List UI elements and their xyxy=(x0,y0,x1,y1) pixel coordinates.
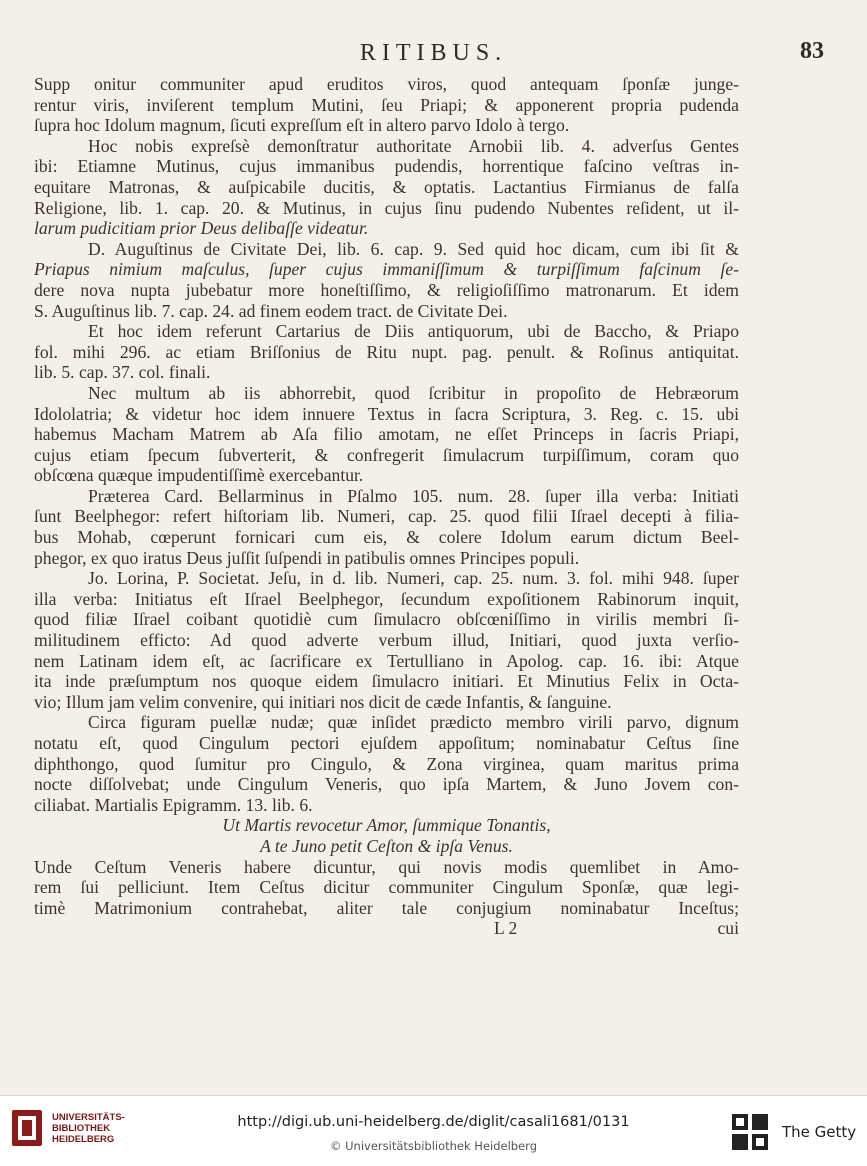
text-line: ſunt Beelphegor: refert hiſtoriam lib. Numeri, cap. 25. quod filii Iſrael decepti à filia- xyxy=(34,506,739,527)
text-line: larum pudicitiam prior Deus delibaſſe videatur. xyxy=(34,218,369,239)
text-line: Nec multum ab iis abhorrebit, quod ſcribitur in propoſito de Hebræorum xyxy=(88,382,739,403)
text-line: militudinem efficto: Ad quod adverte verbum illud, Initiari, quod juxta verſio- xyxy=(34,630,739,651)
text-line: rentur viris, inviſerent templum Mutini, ſeu Priapi; & apponerent propria pudenda xyxy=(34,94,739,115)
text-line: timè Matrimonium contrahebat, aliter tale conjugium nominabatur Inceſtus; xyxy=(34,897,739,918)
text-line: Religione, lib. 1. cap. 20. & Mutinus, in cujus ſinu pudendo Nubentes reſident, ut il- xyxy=(34,197,739,218)
text-line: lib. 5. cap. 37. col. finali. xyxy=(34,362,211,383)
text-line: Præterea Card. Bellarminus in Pſalmo 105. num. 28. ſuper illa verba: Initiati xyxy=(88,485,739,506)
text-line: Ut Martis revocetur Amor, ſummique Tonantis, xyxy=(222,815,551,836)
text-line: Idololatria; & videtur hoc idem innuere Textus in ſacra Scriptura, 3. Reg. c. 15. ubi xyxy=(34,403,739,424)
text-line: ſupra hoc Idolum magnum, ſicuti expreſſum eſt in altero parvo Idolo à tergo. xyxy=(34,115,570,136)
text-line: Circa figuram puellæ nudæ; quæ inſidet prædicto membro virili parvo, dignum xyxy=(88,712,739,733)
text-line: diphthongo, quod ſumitur pro Cingulo, & Zona virginea, quam maritus prima xyxy=(34,753,739,774)
page-number: 83 xyxy=(800,38,824,64)
text-line: ibi: Etiamne Mutinus, cujus immanibus pudendis, horrentique faſcino veſtras in- xyxy=(34,156,739,177)
text-line: bus Mohab, cœperunt fornicari cum eis, & colere Idolum earum dictum Beel- xyxy=(34,527,739,548)
text-line: D. Auguſtinus de Civitate Dei, lib. 6. cap. 9. Sed quid hoc dicam, cum ibi ſit & xyxy=(88,238,739,259)
signature-mark: L 2 xyxy=(494,918,518,939)
text-line: dere nova nupta jubebatur more honeſtiſſimo, & religioſiſſimo matronarum. Et idem xyxy=(34,279,739,300)
text-line: Supp onitur communiter apud eruditos viros, quod antequam ſponſæ junge- xyxy=(34,74,739,94)
text-line: A te Juno petit Ceſton & ipſa Venus. xyxy=(260,835,513,856)
permalink-url[interactable]: http://digi.ub.uni-heidelberg.de/diglit/casali1681/0131 xyxy=(237,1114,630,1130)
text-line: Jo. Lorina, P. Societat. Jeſu, in d. lib. Numeri, cap. 25. num. 3. fol. mihi 948. ſuper xyxy=(88,568,739,589)
getty-logo[interactable] xyxy=(730,1112,856,1152)
text-line: obſcœna quæque impudentiſſimè exercebantur. xyxy=(34,465,364,486)
text-line: S. Auguſtinus lib. 7. cap. 24. ad finem eodem tract. de Civitate Dei. xyxy=(34,300,508,321)
text-line: notatu eſt, quod Cingulum pectori ejuſdem appoſitum; nominabatur Ceſtus ſine xyxy=(34,733,739,753)
text-line: nocte diſſolvebat; unde Cingulum Veneris, quo ipſa Martem, & Juno Jovem con- xyxy=(34,774,739,795)
running-head: RITIBUS. xyxy=(359,40,508,66)
text-line: Unde Ceſtum Veneris habere dicuntur, qui novis modis quemlibet in Amo- xyxy=(34,856,739,877)
text-line: illa verba: Initiatus eſt Iſrael Beelphegor, ſecundum expoſitionem Rabinorum inquit, xyxy=(34,588,739,609)
getty-label: The Getty xyxy=(782,1123,857,1141)
body-text xyxy=(34,74,739,939)
text-line: fol. mihi 296. ac etiam Briſſonius de Ritu nupt. pag. penult. & Roſinus antiquitat. xyxy=(34,341,739,362)
logo-line-2: BIBLIOTHEK xyxy=(52,1122,111,1134)
text-line: phegor, ex quo iratus Deus juſſit ſuſpendi in patibulis omnes Principes populi. xyxy=(34,547,580,568)
text-line: Hoc nobis expreſsè demonſtratur authoritate Arnobii lib. 4. adverſus Gentes xyxy=(88,135,739,156)
footer-bar xyxy=(0,1095,867,1166)
text-line: cujus etiam ſpecum ſubverterit, & confregerit ſimulacrum turpiſſimum, coram quo xyxy=(34,444,739,465)
logo-line-3: HEIDELBERG xyxy=(52,1133,115,1145)
logo-line-1: UNIVERSITÄTS- xyxy=(52,1111,125,1123)
text-line: rem ſui pelliciunt. Item Ceſtus dicitur communiter Cingulum Sponſæ, quæ legi- xyxy=(34,877,739,898)
signature-line xyxy=(34,918,739,939)
catchword: cui xyxy=(717,918,739,939)
text-line: nem Latinam idem eſt, ac ſacrificare ex Tertulliano in Apolog. cap. 16. ibi: Atque xyxy=(34,650,739,671)
text-line: quod filiæ Iſrael coibant quotidiè cum ſimulacro obſcœniſſimo in virilis membri ſi- xyxy=(34,609,739,630)
text-line: equitare Matronas, & auſpicabile ducitis, & optatis. Lactantius Firmianus de falſa xyxy=(34,176,739,197)
text-line: Priapus nimium maſculus, ſuper cujus immaniſſimum & turpiſſimum faſcinum ſe- xyxy=(34,259,739,280)
getty-icon xyxy=(730,1112,770,1152)
copyright-notice: © Universitätsbibliothek Heidelberg xyxy=(329,1139,537,1153)
text-line: ciliabat. Martialis Epigramm. 13. lib. 6. xyxy=(34,794,313,815)
text-line: vio; Illum jam velim convenire, qui initiari nos dicit de cæde Infantis, & ſanguine. xyxy=(34,691,612,712)
text-line: Et hoc idem referunt Cartarius de Diis antiquorum, ubi de Baccho, & Priapo xyxy=(88,321,739,342)
text-line: habemus Macham Matrem ab Aſa filio amotam, ne eſſet Princeps in ſacris Priapi, xyxy=(34,424,739,445)
text-line: ita inde præſumptum nos quoque eidem ſimulacro initiari. Et Minutius Felix in Octa- xyxy=(34,671,739,692)
